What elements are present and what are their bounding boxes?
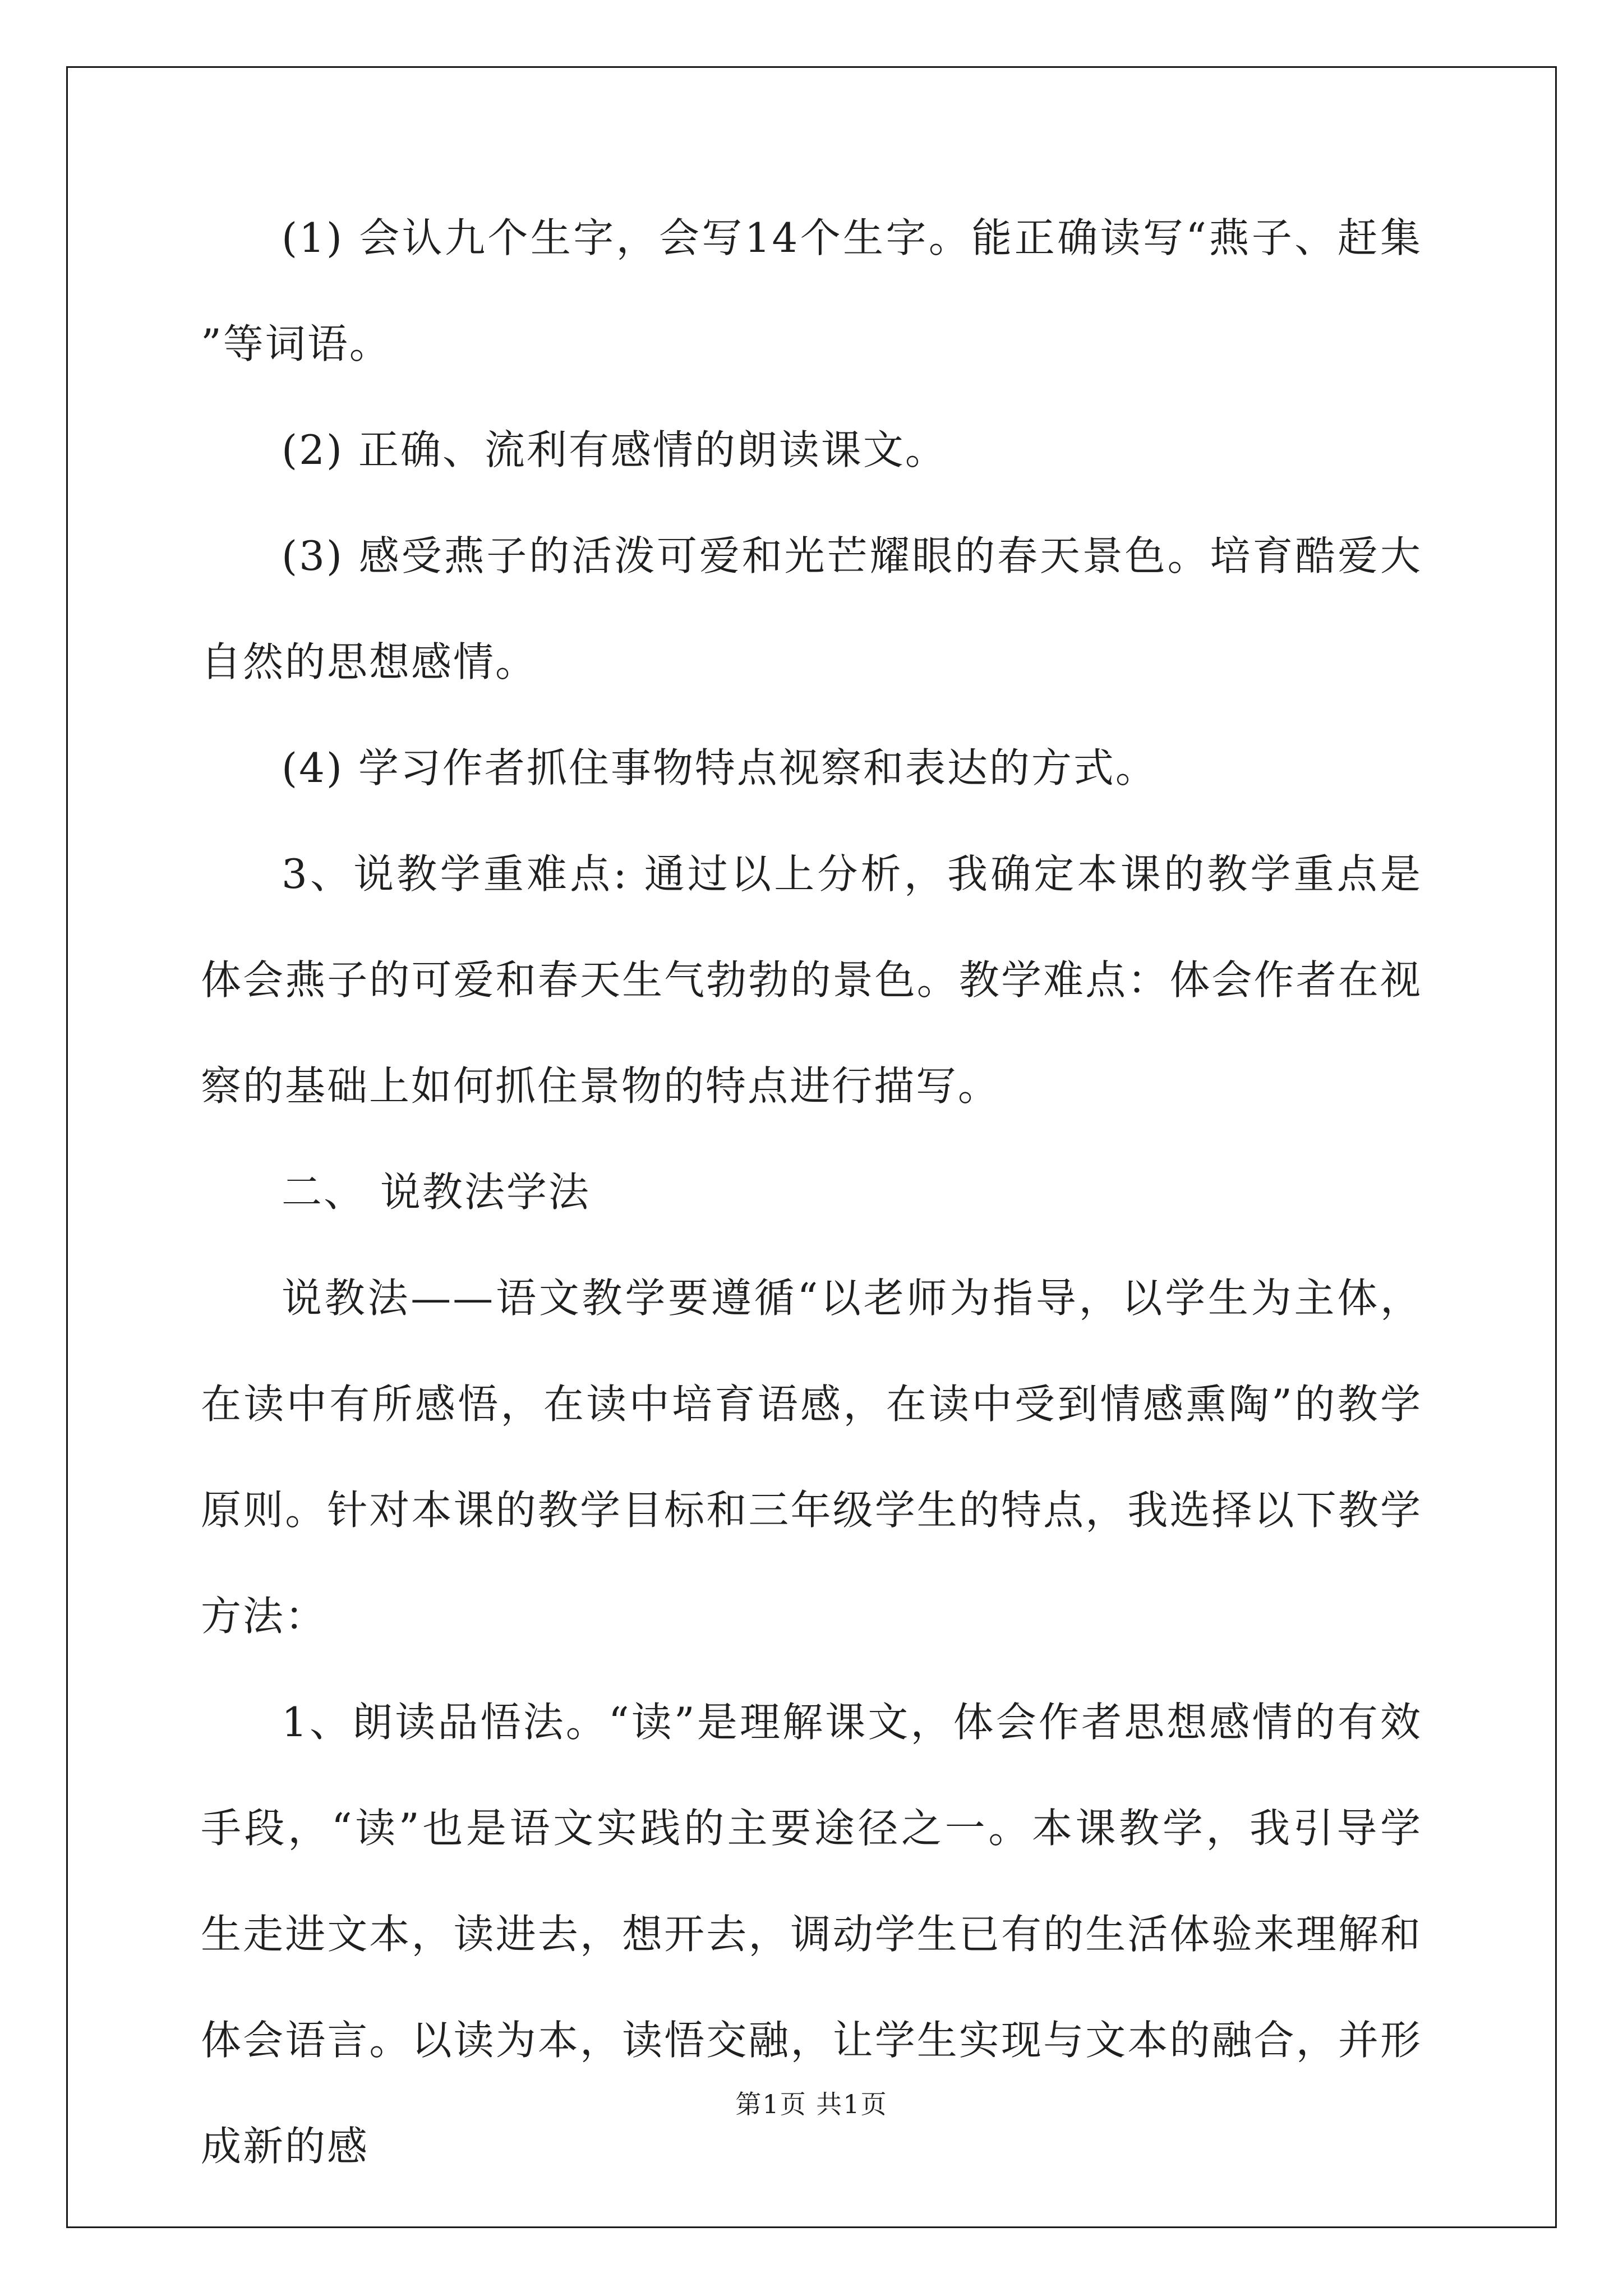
section-heading-teaching-methods: 二、 说教法学法 <box>282 1168 591 1216</box>
paragraph-objective-1: (1) 会认九个生字，会写14个生字。能正确读写“燕子、赶集”等词语。 <box>201 214 1422 367</box>
paragraph-key-difficulties: 3、说教学重难点: 通过以上分析，我确定本课的教学重点是体会燕子的可爱和春天生气勃勃的景色。教学难点：体会作者在视察的基础上如何抓住景物的特点进行描写。 <box>201 850 1422 1110</box>
paragraph-objective-2: (2) 正确、流利有感情的朗读课文。 <box>282 426 947 473</box>
paragraph-teaching-method-intro: 说教法——语文教学要遵循“以老师为指导，以学生为主体，在读中有所感悟，在读中培育语感，在读中受到情感熏陶”的教学原则。针对本课的教学目标和三年级学生的特点，我选择以下教学方法： <box>201 1274 1422 1640</box>
paragraph-reading-method: 1、朗读品悟法。“读”是理解课文，体会作者思想感情的有效手段，“读”也是语文实践的主要途径之一。本课教学，我引导学生走进文本，读进去，想开去，调动学生已有的生活体验来理解和体会语言。以读为本，读悟交融，让学生实现与文本的融合，并形成新的感 <box>201 1699 1422 2170</box>
document-body <box>201 185 1422 2200</box>
paragraph-objective-4: (4) 学习作者抓住事物特点视察和表达的方式。 <box>282 744 1158 792</box>
paragraph-objective-3: (3) 感受燕子的活泼可爱和光芒耀眼的春天景色。培育酷爱大自然的思想感情。 <box>201 532 1422 685</box>
page-number-footer: 第1页 共1页 <box>735 2089 888 2119</box>
